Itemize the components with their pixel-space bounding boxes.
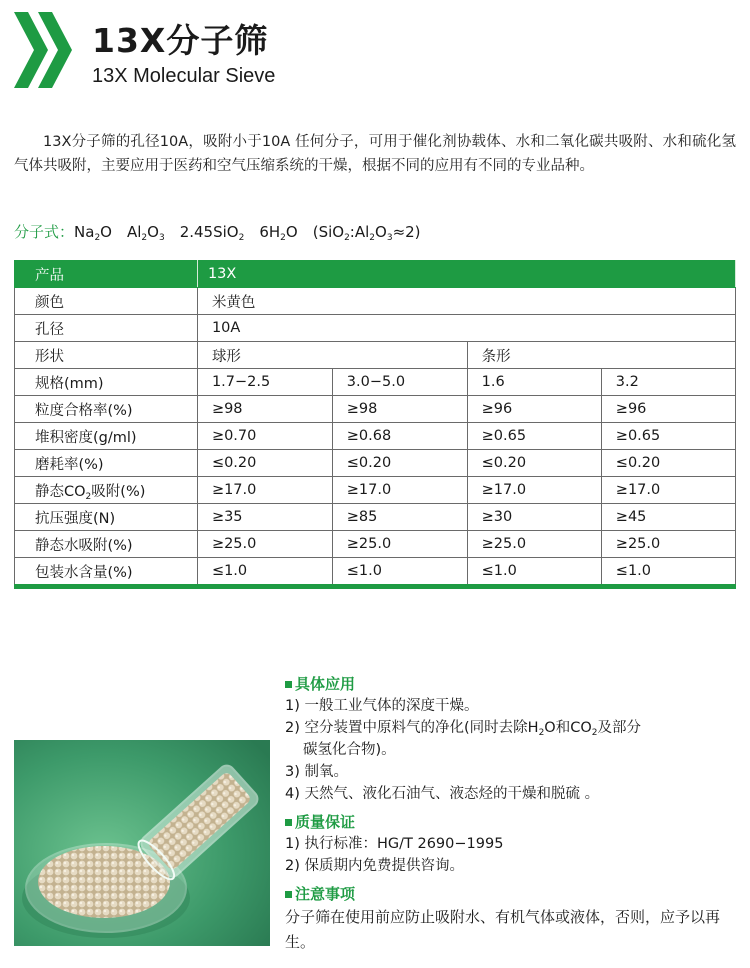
table-row xyxy=(15,315,736,342)
row-label-part: 静态CO xyxy=(35,483,86,500)
formula-part: O xyxy=(147,223,159,241)
table-row xyxy=(15,504,736,531)
formula-subscript: 3 xyxy=(158,233,165,243)
cell-value: ≥45 xyxy=(601,504,735,531)
notes-text: 分子筛在使用前应防止吸附水、有机气体或液体，否则，应予以再生。 xyxy=(285,908,721,951)
row-label-part: 吸附(%) xyxy=(91,483,146,500)
list-item-part: 2) 空分装置中原料气的净化(同时去除H xyxy=(285,720,539,736)
list-item: 1) 执行标准：HG/T 2690−1995 xyxy=(285,836,504,852)
formula-label: 分子式： xyxy=(14,223,75,241)
table-row xyxy=(15,558,736,587)
list-item: 2) 保质期内免费提供咨询。 xyxy=(285,858,464,874)
cell-value: 3.0−5.0 xyxy=(332,369,467,396)
section-heading xyxy=(285,883,735,905)
quality-title: 质量保证 xyxy=(295,813,356,831)
list-item xyxy=(285,717,735,739)
list-item-part: 及部分 xyxy=(597,720,641,736)
table-row xyxy=(15,342,736,369)
row-label-subscript: 2 xyxy=(85,491,92,502)
row-label: 静态水吸附(%) xyxy=(15,531,198,558)
cell-value: ≥17.0 xyxy=(601,477,735,504)
row-label: 磨耗率(%) xyxy=(15,450,198,477)
green-square-icon xyxy=(285,681,292,688)
cell-value: ≥98 xyxy=(197,396,332,423)
row-label: 孔径 xyxy=(15,315,198,342)
cell-value: ≥25.0 xyxy=(197,531,332,558)
formula-part: O xyxy=(375,223,387,241)
cell-value: ≥0.68 xyxy=(332,423,467,450)
page-subtitle: 13X Molecular Sieve xyxy=(92,65,276,87)
formula-part: ≈2) xyxy=(392,223,421,241)
applications-title: 具体应用 xyxy=(295,675,356,693)
list-item-part: O和CO xyxy=(544,720,592,736)
formula-part: O Al xyxy=(100,223,142,241)
cell-value: ≥0.65 xyxy=(467,423,601,450)
cell-value: 1.7−2.5 xyxy=(197,369,332,396)
table-header-label: 产品 xyxy=(15,261,198,288)
cell-value: ≥96 xyxy=(467,396,601,423)
row-label: 堆积密度(g/ml) xyxy=(15,423,198,450)
cell-value: ≥25.0 xyxy=(601,531,735,558)
cell-value: ≥17.0 xyxy=(332,477,467,504)
list-item: 3) 制氧。 xyxy=(285,764,348,780)
row-label: 规格(mm) xyxy=(15,369,198,396)
row-label xyxy=(15,477,198,504)
list-item: 4) 天然气、液化石油气、液态烃的干燥和脱硫 。 xyxy=(285,786,600,802)
cell-value: ≥0.70 xyxy=(197,423,332,450)
list-item-subscript: 2 xyxy=(538,728,545,738)
section-heading xyxy=(285,811,735,833)
cell-value: ≥0.65 xyxy=(601,423,735,450)
row-value: 条形 xyxy=(467,342,735,369)
cell-value: ≥96 xyxy=(601,396,735,423)
table-header-value: 13X xyxy=(197,261,735,288)
cell-value: ≤1.0 xyxy=(197,558,332,587)
table-row xyxy=(15,531,736,558)
formula-line xyxy=(14,220,421,244)
cell-value: ≤1.0 xyxy=(601,558,735,587)
cell-value: 3.2 xyxy=(601,369,735,396)
section-heading xyxy=(285,673,735,695)
cell-value: ≥25.0 xyxy=(332,531,467,558)
cell-value: ≤0.20 xyxy=(601,450,735,477)
table-row xyxy=(15,423,736,450)
row-value: 球形 xyxy=(197,342,467,369)
formula-subscript: 3 xyxy=(386,233,393,243)
formula-subscript: 2 xyxy=(94,233,101,243)
double-chevron-icon xyxy=(14,12,80,88)
formula-part: :Al xyxy=(349,223,370,241)
cell-value: ≤0.20 xyxy=(197,450,332,477)
row-label: 颜色 xyxy=(15,288,198,315)
row-label: 形状 xyxy=(15,342,198,369)
formula-part: 2.45SiO xyxy=(164,223,239,241)
cell-value: ≥17.0 xyxy=(467,477,601,504)
page-title: 13X分子筛 xyxy=(92,21,269,60)
list-item-continued: 碳氢化合物)。 xyxy=(303,742,396,758)
row-value: 米黄色 xyxy=(197,288,735,315)
cell-value: ≥85 xyxy=(332,504,467,531)
notes-title: 注意事项 xyxy=(295,885,356,903)
row-value: 10A xyxy=(197,315,735,342)
cell-value: ≥35 xyxy=(197,504,332,531)
cell-value: ≥17.0 xyxy=(197,477,332,504)
table-row xyxy=(15,261,736,288)
green-square-icon xyxy=(285,891,292,898)
table-row xyxy=(15,288,736,315)
row-label: 粒度合格率(%) xyxy=(15,396,198,423)
cell-value: ≤0.20 xyxy=(332,450,467,477)
table-row xyxy=(15,396,736,423)
spec-table xyxy=(14,260,736,589)
formula-subscript: 2 xyxy=(344,233,350,243)
formula-part: Na xyxy=(74,223,95,241)
table-row xyxy=(15,477,736,504)
cell-value: ≥30 xyxy=(467,504,601,531)
list-item: 1) 一般工业气体的深度干燥。 xyxy=(285,698,479,714)
green-square-icon xyxy=(285,819,292,826)
product-photo xyxy=(14,740,270,946)
info-panel xyxy=(285,673,735,955)
formula-subscript: 2 xyxy=(141,233,148,243)
cell-value: ≤1.0 xyxy=(467,558,601,587)
table-row xyxy=(15,450,736,477)
formula-part: 6H xyxy=(244,223,281,241)
list-item-subscript: 2 xyxy=(591,728,598,738)
formula-part: O (SiO xyxy=(285,223,345,241)
row-label: 包装水含量(%) xyxy=(15,558,198,587)
cell-value: ≥98 xyxy=(332,396,467,423)
formula-subscript: 2 xyxy=(369,233,376,243)
formula-subscript: 2 xyxy=(238,233,245,243)
table-row xyxy=(15,369,736,396)
row-label: 抗压强度(N) xyxy=(15,504,198,531)
intro-paragraph: 13X分子筛的孔径10A，吸附小于10A 任何分子，可用于催化剂协载体、水和二氧化碳共吸附、水和硫化氢气体共吸附，主要应用于医药和空气压缩系统的干燥，根据不同的应用有不同的专业品种。 xyxy=(14,134,736,174)
cell-value: ≥25.0 xyxy=(467,531,601,558)
cell-value: ≤1.0 xyxy=(332,558,467,587)
cell-value: 1.6 xyxy=(467,369,601,396)
formula-subscript: 2 xyxy=(280,233,286,243)
cell-value: ≤0.20 xyxy=(467,450,601,477)
